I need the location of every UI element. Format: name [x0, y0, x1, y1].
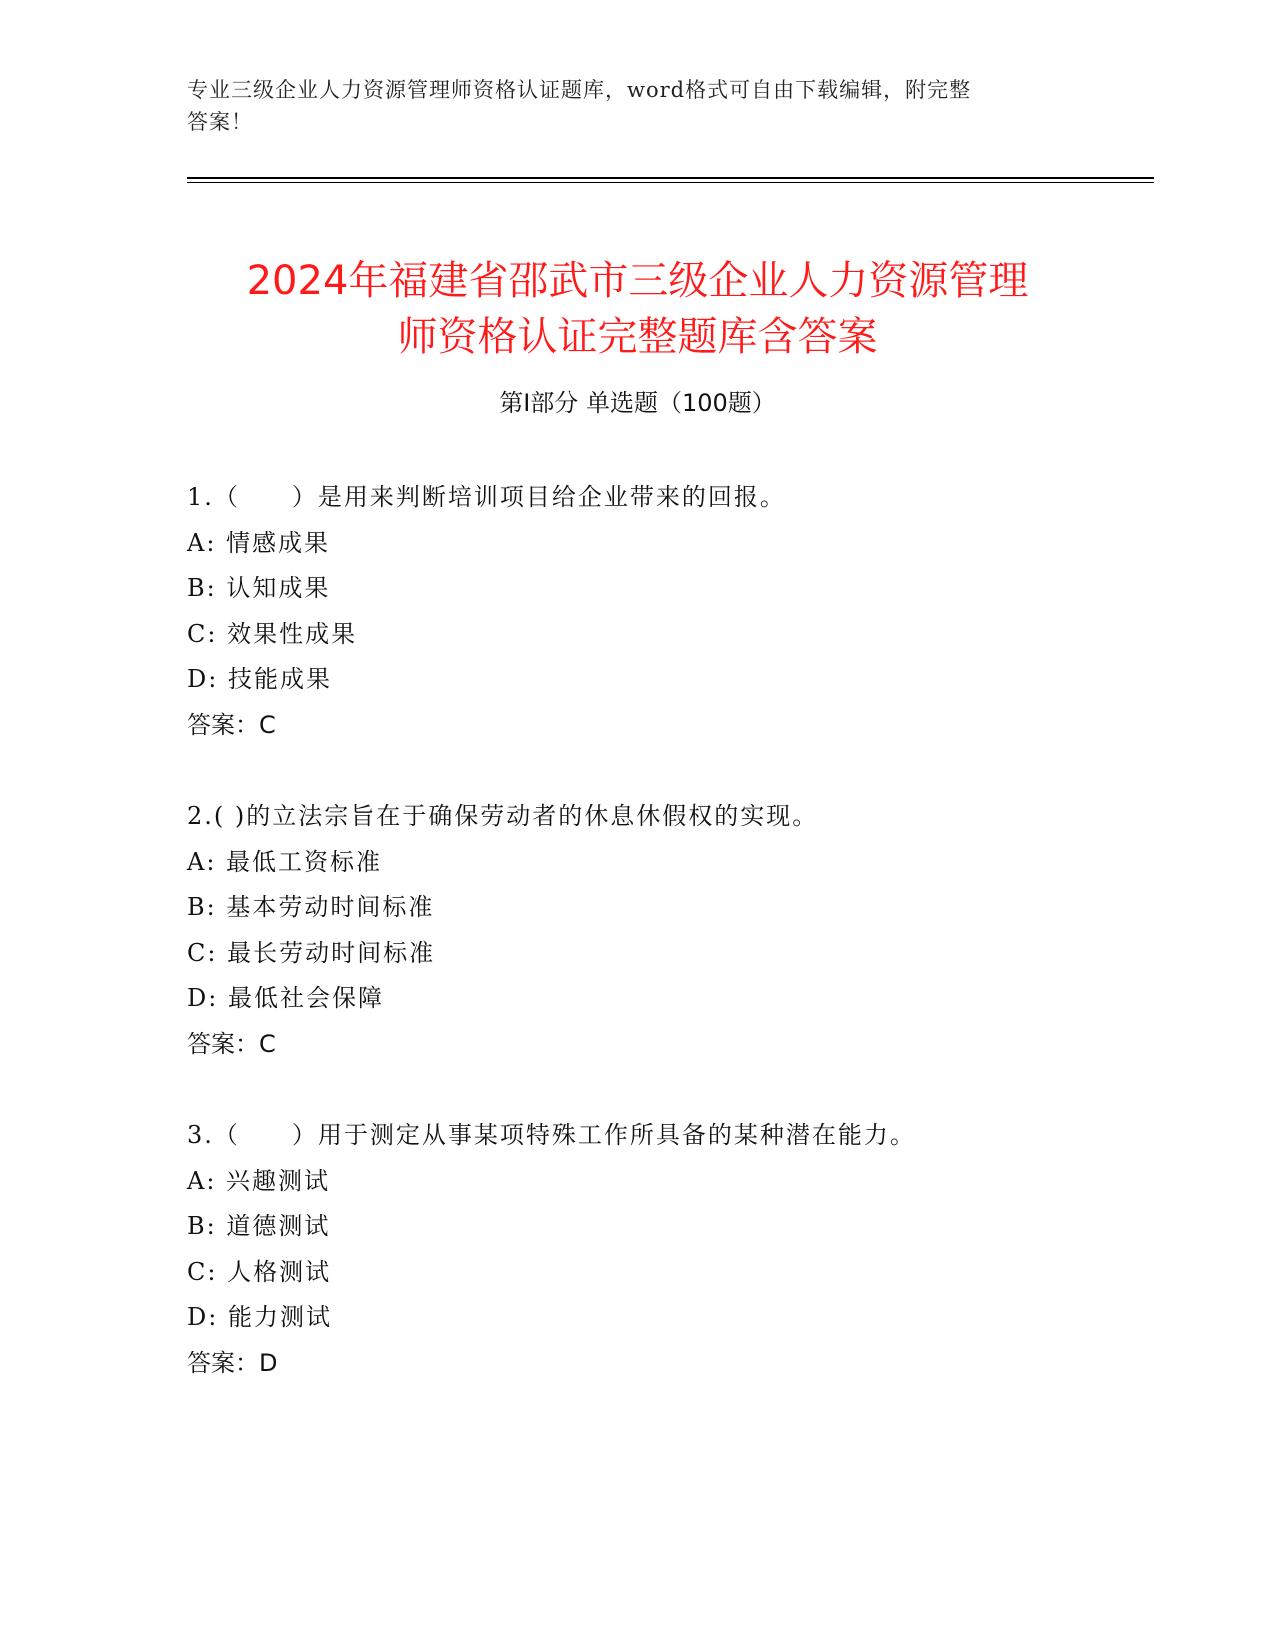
question-option-a: A: 最低工资标准 [187, 847, 383, 876]
question-option-a: A: 兴趣测试 [187, 1166, 331, 1195]
question-option-b: B: 道德测试 [187, 1212, 331, 1240]
section-title: 第Ⅰ部分 单选题（100题） [499, 389, 776, 417]
question-list [187, 475, 1147, 1432]
question-option-b: B: 基本劳动时间标准 [187, 893, 435, 921]
question-answer: 答案：D [187, 1348, 278, 1377]
document-title-line-2: 师资格认证完整题库含答案 [397, 313, 878, 360]
header-note-line-2: 答案！ [187, 110, 253, 134]
question-2 [187, 794, 1147, 1067]
question-stem: 2.( )的立法宗旨在于确保劳动者的休息休假权的实现。 [187, 802, 819, 830]
question-3 [187, 1113, 1147, 1386]
question-option-c: C: 最长劳动时间标准 [187, 938, 436, 967]
question-option-d: D: 技能成果 [187, 665, 332, 693]
question-answer: 答案：C [187, 710, 276, 739]
question-option-c: C: 效果性成果 [187, 619, 358, 648]
question-1 [187, 475, 1147, 748]
question-option-c: C: 人格测试 [187, 1257, 332, 1286]
header-note [187, 74, 1067, 138]
question-option-d: D: 最低社会保障 [187, 984, 384, 1012]
question-stem: 1.（ ）是用来判断培训项目给企业带来的回报。 [187, 483, 786, 511]
header-rule-thick [187, 177, 1154, 179]
question-stem: 3.（ ）用于测定从事某项特殊工作所具备的某种潜在能力。 [187, 1121, 916, 1149]
question-option-a: A: 情感成果 [187, 528, 331, 557]
document-title [0, 253, 1275, 365]
question-answer: 答案：C [187, 1029, 276, 1058]
question-option-b: B: 认知成果 [187, 574, 331, 602]
question-option-d: D: 能力测试 [187, 1303, 332, 1331]
header-rule-thin [187, 182, 1154, 183]
document-title-line-1: 2024年福建省邵武市三级企业人力资源管理 [246, 257, 1029, 304]
header-note-line-1: 专业三级企业人力资源管理师资格认证题库，word格式可自由下载编辑，附完整 [187, 78, 972, 102]
